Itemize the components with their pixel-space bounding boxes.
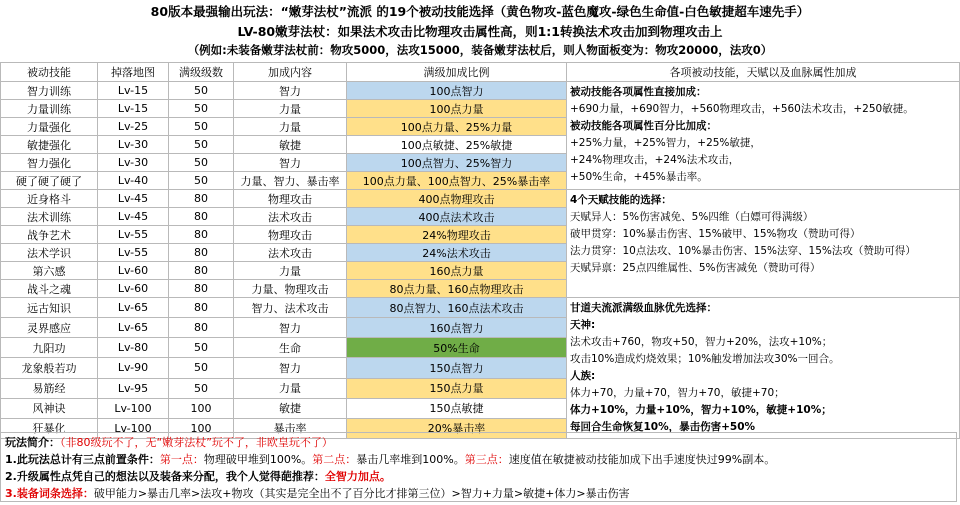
- title-line-1: 80版本最强输出玩法：“嫩芽法杖”流派 的19个被动技能选择（黄色物攻-蓝色魔攻-绿色生命值-白色敏捷超车速先手）: [150, 4, 810, 19]
- intro-label: 玩法简介：: [5, 436, 60, 449]
- max-level-cell: 50: [169, 100, 234, 118]
- block3-god-line-2: 攻击10%造成灼烧效果；10%触发增加法攻30%一回合。: [570, 353, 840, 365]
- point-2-value: 全智力加点。: [324, 470, 391, 483]
- skill-name-cell: 法术学识: [1, 244, 98, 262]
- max-level-cell: 80: [169, 190, 234, 208]
- table-row: [1, 298, 960, 318]
- bonus-content-cell: 力量、智力、暴击率: [234, 172, 347, 190]
- skill-name-cell: 远古知识: [1, 298, 98, 318]
- drop-map-cell: Lv-55: [98, 244, 169, 262]
- max-bonus-cell: 100点敏捷、25%敏捷: [347, 136, 567, 154]
- table-header-row: [1, 63, 960, 82]
- point-1-label: 1.此玩法总计有三点前置条件：: [5, 453, 160, 466]
- bonus-content-cell: 物理攻击: [234, 226, 347, 244]
- point-1-text-1: 物理破甲堆到100%。: [203, 453, 313, 466]
- gameplay-intro: [0, 432, 957, 502]
- max-level-cell: 80: [169, 318, 234, 338]
- skill-name-cell: 战争艺术: [1, 226, 98, 244]
- bonus-content-cell: 敏捷: [234, 136, 347, 154]
- drop-map-cell: Lv-55: [98, 226, 169, 244]
- desc-talents: [567, 190, 960, 298]
- skill-name-cell: 战斗之魂: [1, 280, 98, 298]
- skill-name-cell: 硬了硬了硬了: [1, 172, 98, 190]
- header-skill: 被动技能: [1, 63, 98, 82]
- max-level-cell: 80: [169, 226, 234, 244]
- drop-map-cell: Lv-45: [98, 190, 169, 208]
- max-level-cell: 50: [169, 378, 234, 398]
- max-level-cell: 80: [169, 280, 234, 298]
- skill-name-cell: 力量强化: [1, 118, 98, 136]
- block1-title-2: 被动技能各项属性百分比加成：: [570, 120, 717, 132]
- bonus-content-cell: 法术攻击: [234, 208, 347, 226]
- bonus-content-cell: 生命: [234, 338, 347, 358]
- block3-title: 甘道夫流派满级血脉优先选择：: [570, 302, 717, 314]
- drop-map-cell: Lv-65: [98, 318, 169, 338]
- point-1-key-3: 第三点：: [464, 453, 509, 466]
- max-level-cell: 50: [169, 338, 234, 358]
- block2-line-2: 破甲贯穿：10%暴击伤害、15%破甲、15%物攻（赞助可得）: [570, 228, 861, 240]
- skill-name-cell: 狂暴化: [1, 418, 98, 438]
- drop-map-cell: Lv-90: [98, 358, 169, 378]
- drop-map-cell: Lv-65: [98, 298, 169, 318]
- drop-map-cell: Lv-40: [98, 172, 169, 190]
- max-level-cell: 50: [169, 172, 234, 190]
- skill-name-cell: 智力训练: [1, 82, 98, 100]
- max-bonus-cell: 150点力量: [347, 378, 567, 398]
- max-bonus-cell: 100点智力、25%智力: [347, 154, 567, 172]
- block2-line-3: 法力贯穿：10点法攻、10%暴击伤害、15%法穿、15%法攻（赞助可得）: [570, 245, 916, 257]
- bonus-content-cell: 法术攻击: [234, 244, 347, 262]
- header-level: 满级级数: [169, 63, 234, 82]
- drop-map-cell: Lv-15: [98, 82, 169, 100]
- bonus-content-cell: 智力: [234, 358, 347, 378]
- point-1-text-2: 暴击几率堆到100%。: [356, 453, 465, 466]
- block3-human-line-1: 体力+70，力量+70，智力+70，敏捷+70；: [570, 387, 785, 399]
- max-level-cell: 50: [169, 118, 234, 136]
- drop-map-cell: Lv-95: [98, 378, 169, 398]
- bonus-content-cell: 智力: [234, 82, 347, 100]
- drop-map-cell: Lv-100: [98, 418, 169, 438]
- max-bonus-cell: 160点力量: [347, 262, 567, 280]
- point-1-key-2: 第二点：: [312, 453, 357, 466]
- drop-map-cell: Lv-60: [98, 280, 169, 298]
- block2-title: 4个天赋技能的选择：: [570, 194, 672, 206]
- skill-name-cell: 力量训练: [1, 100, 98, 118]
- block3-god-title: 天神:: [570, 319, 596, 331]
- block1-title-1: 被动技能各项属性直接加成：: [570, 86, 707, 98]
- point-3-text: 破甲能力>暴击几率>法攻+物攻（其实是完全出不了百分比才排第三位）>智力+力量>敏捷+体力>暴击伤害: [93, 487, 630, 500]
- block2-line-4: 天赋异禀：25点四维属性、5%伤害减免（赞助可得）: [570, 262, 821, 274]
- skill-name-cell: 九阳功: [1, 338, 98, 358]
- max-bonus-cell: 100点智力: [347, 82, 567, 100]
- skill-name-cell: 易筋经: [1, 378, 98, 398]
- bonus-content-cell: 智力: [234, 318, 347, 338]
- passive-skill-table: [0, 62, 960, 439]
- drop-map-cell: Lv-30: [98, 154, 169, 172]
- block3-human-title: 人族:: [570, 370, 596, 382]
- drop-map-cell: Lv-60: [98, 262, 169, 280]
- max-bonus-cell: 80点智力、160点法术攻击: [347, 298, 567, 318]
- drop-map-cell: Lv-100: [98, 398, 169, 418]
- skill-name-cell: 灵界感应: [1, 318, 98, 338]
- point-1-text-3: 速度值在敏捷被动技能加成下出手速度快过99%副本。: [508, 453, 776, 466]
- desc-direct-bonus: [567, 82, 960, 190]
- drop-map-cell: Lv-30: [98, 136, 169, 154]
- max-level-cell: 50: [169, 82, 234, 100]
- max-level-cell: 100: [169, 418, 234, 438]
- block1-line-3: +24%物理攻击，+24%法术攻击，: [570, 154, 740, 166]
- max-bonus-cell: 50%生命: [347, 338, 567, 358]
- intro-note: （非80级玩不了，无“嫩芽法杖”玩不了，非欧皇玩不了）: [60, 436, 333, 449]
- drop-map-cell: Lv-25: [98, 118, 169, 136]
- max-level-cell: 80: [169, 262, 234, 280]
- skill-name-cell: 近身格斗: [1, 190, 98, 208]
- max-bonus-cell: 24%法术攻击: [347, 244, 567, 262]
- max-bonus-cell: 20%暴击率: [347, 418, 567, 438]
- point-3-label: 3.装备词条选择：: [5, 487, 94, 500]
- max-bonus-cell: 100点力量、25%力量: [347, 118, 567, 136]
- block3-god-line-1: 法术攻击+760，物攻+50，智力+20%，法攻+10%；: [570, 336, 833, 348]
- drop-map-cell: Lv-80: [98, 338, 169, 358]
- point-1-key-1: 第一点：: [159, 453, 204, 466]
- max-bonus-cell: 150点智力: [347, 358, 567, 378]
- header-bonus: 满级加成比例: [347, 63, 567, 82]
- max-level-cell: 50: [169, 154, 234, 172]
- max-level-cell: 100: [169, 398, 234, 418]
- block2-line-1: 天赋异人：5%伤害减免、5%四维（白嫖可得满级）: [570, 211, 814, 223]
- header-content: 加成内容: [234, 63, 347, 82]
- bonus-content-cell: 力量、物理攻击: [234, 280, 347, 298]
- max-level-cell: 50: [169, 136, 234, 154]
- drop-map-cell: Lv-45: [98, 208, 169, 226]
- block3-human-line-3: 每回合生命恢复10%，暴击伤害+50%: [570, 421, 756, 433]
- title-line-3: （例如:未装备嫩芽法杖前：物攻5000，法攻15000，装备嫩芽法杖后，则人物面板变为：物攻20000，法攻0）: [187, 43, 773, 57]
- max-bonus-cell: 80点力量、160点物理攻击: [347, 280, 567, 298]
- max-bonus-cell: 150点敏捷: [347, 398, 567, 418]
- drop-map-cell: Lv-15: [98, 100, 169, 118]
- block1-line-4: +50%生命，+45%暴击率。: [570, 171, 708, 183]
- skill-name-cell: 风神诀: [1, 398, 98, 418]
- block1-line-2: +25%力量，+25%智力，+25%敏捷，: [570, 137, 761, 149]
- max-level-cell: 80: [169, 298, 234, 318]
- max-level-cell: 80: [169, 244, 234, 262]
- desc-bloodline: [567, 298, 960, 439]
- max-bonus-cell: 100点力量、100点智力、25%暴击率: [347, 172, 567, 190]
- skill-name-cell: 第六感: [1, 262, 98, 280]
- block3-human-line-2: 体力+10%，力量+10%，智力+10%，敏捷+10%；: [570, 404, 832, 416]
- header-map: 掉落地图: [98, 63, 169, 82]
- max-bonus-cell: 100点力量: [347, 100, 567, 118]
- bonus-content-cell: 智力: [234, 154, 347, 172]
- max-bonus-cell: 400点法术攻击: [347, 208, 567, 226]
- max-bonus-cell: 24%物理攻击: [347, 226, 567, 244]
- skill-name-cell: 智力强化: [1, 154, 98, 172]
- title-line-2: LV-80嫩芽法杖：如果法术攻击比物理攻击属性高，则1:1转换法术攻击加到物理攻击上: [237, 24, 723, 39]
- skill-name-cell: 龙象般若功: [1, 358, 98, 378]
- skill-name-cell: 法术训练: [1, 208, 98, 226]
- bonus-content-cell: 力量: [234, 118, 347, 136]
- max-bonus-cell: 400点物理攻击: [347, 190, 567, 208]
- bonus-content-cell: 力量: [234, 100, 347, 118]
- bonus-content-cell: 敏捷: [234, 398, 347, 418]
- header-notes: 各项被动技能，天赋以及血脉属性加成: [567, 63, 960, 82]
- table-row: [1, 190, 960, 208]
- bonus-content-cell: 力量: [234, 378, 347, 398]
- bonus-content-cell: 暴击率: [234, 418, 347, 438]
- block1-line-1: +690力量，+690智力，+560物理攻击，+560法术攻击，+250敏捷。: [570, 103, 914, 115]
- point-2-label: 2.升级属性点凭自己的想法以及装备来分配，我个人觉得葩推荐：: [5, 470, 325, 483]
- max-level-cell: 80: [169, 208, 234, 226]
- skill-name-cell: 敏捷强化: [1, 136, 98, 154]
- bonus-content-cell: 智力、法术攻击: [234, 298, 347, 318]
- bonus-content-cell: 力量: [234, 262, 347, 280]
- table-row: [1, 82, 960, 100]
- max-bonus-cell: 160点智力: [347, 318, 567, 338]
- bonus-content-cell: 物理攻击: [234, 190, 347, 208]
- max-level-cell: 50: [169, 358, 234, 378]
